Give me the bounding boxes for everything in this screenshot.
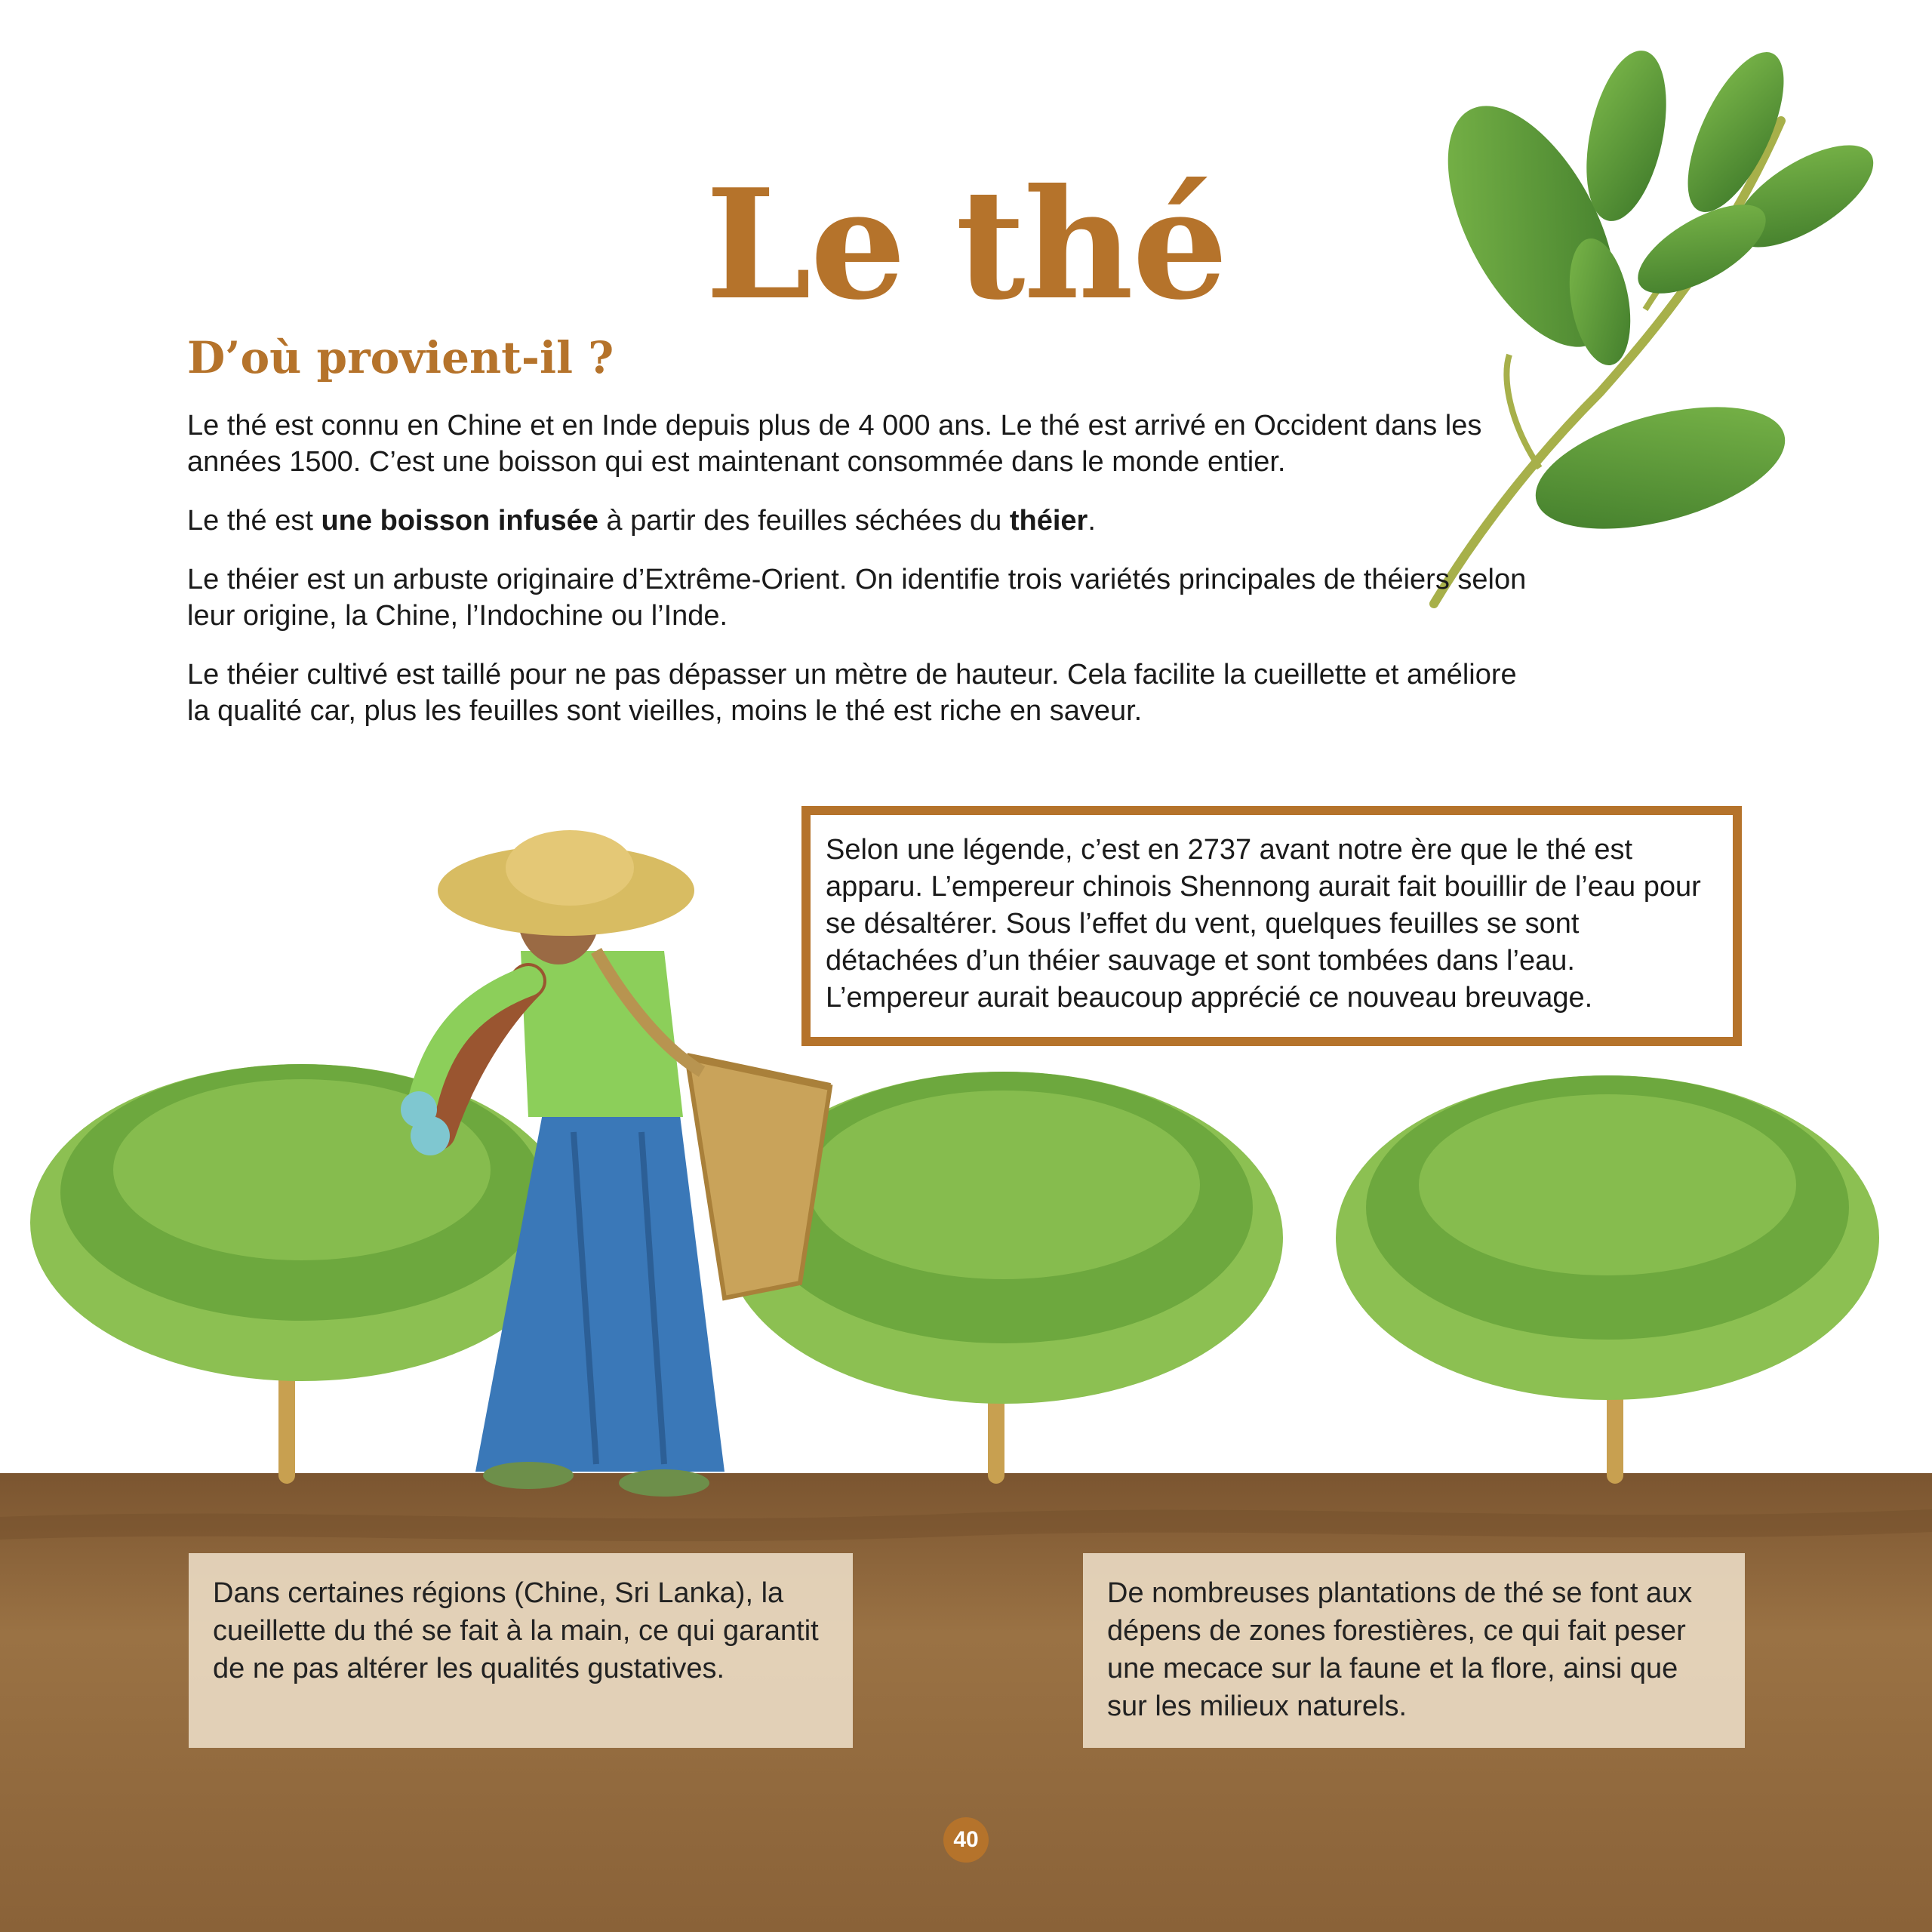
bold-infused-drink: une boisson infusée [321, 505, 598, 537]
intro-text [187, 408, 1531, 752]
paragraph-cultivation: Le théier cultivé est taillé pour ne pas dépasser un mètre de hauteur. Cela facilite la cueillette et améliore la qualité car, plus les feuilles sont vieilles, moins le thé est riche en saveur. [187, 659, 1517, 727]
section-title: D’où provient-il ? [187, 332, 614, 383]
paragraph-origin: Le théier est un arbuste originaire d’Extrême-Orient. On identifie trois variétés principales de théiers selon leur origine, la Chine, l’Indochine ou l’Inde. [187, 564, 1527, 632]
bold-tea-plant: théier [1009, 505, 1088, 537]
paragraph-definition-text: Le thé est [187, 505, 321, 537]
paragraph-history: Le thé est connu en Chine et en Inde depuis plus de 4 000 ans. Le thé est arrivé en Occident dans les années 1500. C’est une boisson qui est maintenant consommée dans le monde entier. [187, 410, 1482, 478]
paragraph-definition-text: . [1088, 505, 1096, 537]
page-title: Le thé [705, 156, 1227, 334]
page-number: 40 [943, 1817, 989, 1863]
tea-bush-right [1336, 1075, 1879, 1475]
note-deforestation: De nombreuses plantations de thé se font aux dépens de zones forestières, ce qui fait peser une mecace sur la faune et la flore, ainsi que sur les milieux naturels. [1083, 1553, 1745, 1748]
legend-box: Selon une légende, c’est en 2737 avant notre ère que le thé est apparu. L’empereur chinois Shennong aurait fait bouillir de l’eau pour se désaltérer. Sous l’effet du vent, quelques feuilles se sont détachées d’un théier sauvage et sont tombées dans l’eau. L’empereur aurait beaucoup apprécié ce nouveau breuvage. [801, 806, 1742, 1046]
note-hand-picking: Dans certaines régions (Chine, Sri Lanka), la cueillette du thé se fait à la main, ce qui garantit de ne pas altérer les qualités gustatives. [189, 1553, 853, 1748]
paragraph-definition-text: à partir des feuilles séchées du [598, 505, 1010, 537]
tea-bush-illustration [30, 1064, 1879, 1475]
paragraph-definition [187, 503, 1531, 539]
